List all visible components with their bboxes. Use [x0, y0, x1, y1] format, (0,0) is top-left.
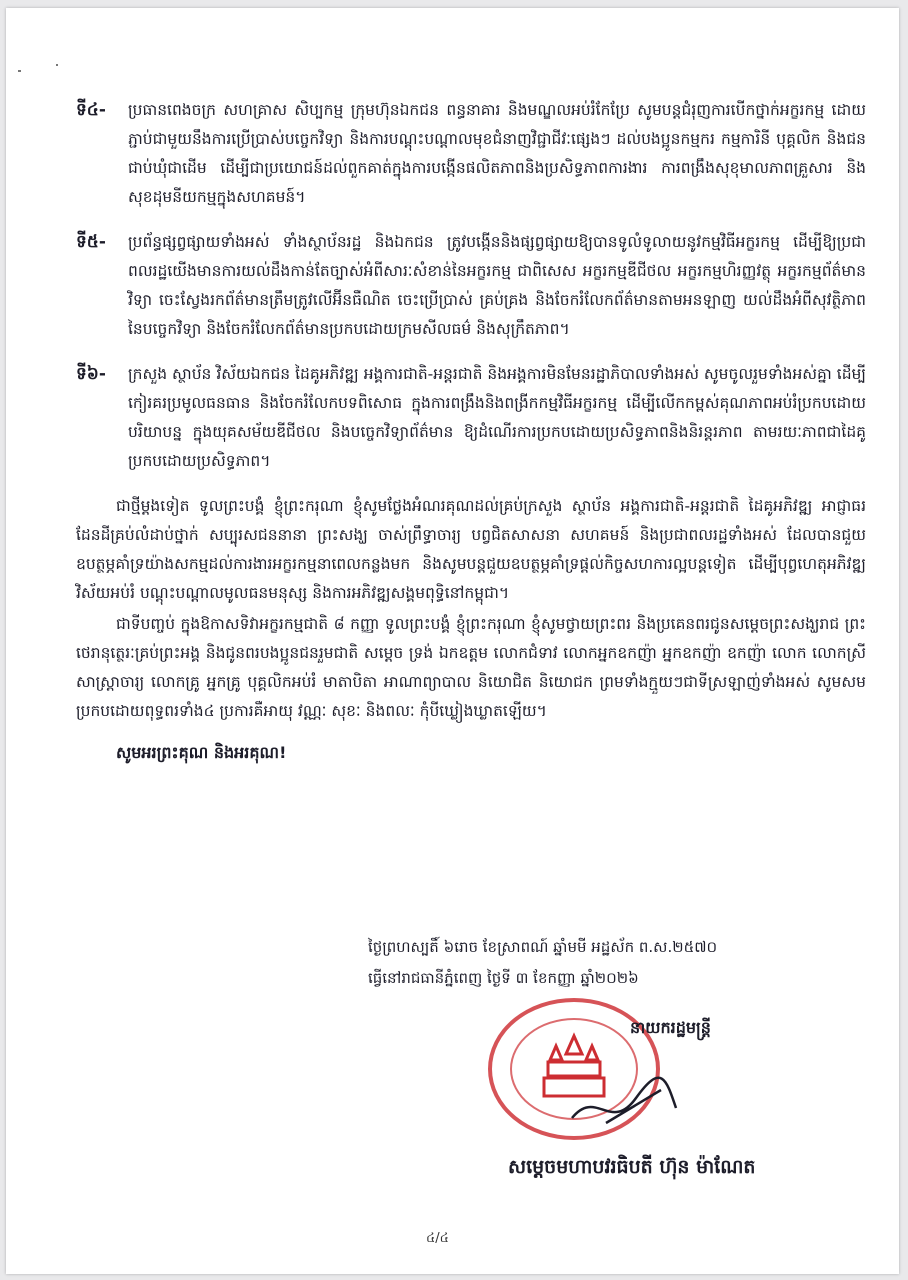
document-page: [6, 8, 899, 1274]
section-6: [76, 360, 866, 476]
section-5: [76, 228, 866, 344]
letter-body: [76, 96, 866, 767]
lunar-date: ថ្ងៃព្រហស្បតិ៍ ៦រោច ខែស្រាពណ៍ ឆ្នាំមមី អដ្ឋស័ក ព.ស.២៥៧០: [368, 938, 718, 956]
handwritten-signature: [566, 1068, 686, 1138]
section-4: [76, 96, 866, 212]
scan-speck: [56, 64, 58, 66]
section-text: ប្រធានពេងចក្រ សហគ្រាស សិប្បកម្ម ក្រុមហ៊ុនឯកជន ពន្ធនាគារ និងមណ្ឌលអប់រំកែប្រែ សូមបន្តជំរុញការបើកថ្នាក់អក្ខរកម្ម ដោយភ្ជាប់ជាមួយនឹងការប្រើប្រាស់បច្ចេកវិទ្យា និងការបណ្តុះបណ្តាលមុខជំនាញវិជ្ជាជីវៈផ្សេងៗ ដល់បងប្អូនកម្មករ កម្មការិនី បុគ្គលិក និងជនជាប់ឃុំជាដើម ដើម្បីជាប្រយោជន៍ដល់ពួកគាត់ក្នុងការបង្កើនផលិតភាពនិងប្រសិទ្ធភាពការងារ ការពង្រឹងសុខុមាលភាពគ្រួសារ និងសុខដុមនីយកម្មក្នុងសហគមន៍។: [128, 101, 866, 206]
section-number: ទី៦-: [76, 364, 106, 384]
section-number: ទី៤-: [76, 100, 106, 120]
closing-line: សូមអរព្រះគុណ និងអរគុណ!: [116, 743, 287, 762]
thanks-paragraph: ជាថ្មីម្តងទៀត ទូលព្រះបង្គំ ខ្ញុំព្រះករុណា ខ្ញុំសូមថ្លែងអំណរគុណដល់គ្រប់ក្រសួង ស្ថាប័ន អង្គការជាតិ-អន្តរជាតិ ដៃគូអភិវឌ្ឍ អាជ្ញាធរដែនដីគ្រប់លំដាប់ថ្នាក់ សប្បុរសជននានា ព្រះសង្ឃ ចាស់ព្រឹទ្ធាចារ្យ បព្វជិតសាសនា សហគមន៍ និងប្រជាពលរដ្ឋទាំងអស់ ដែលបានជួយឧបត្ថម្ភគាំទ្រយ៉ាងសកម្មដល់ការងារអក្ខរកម្មនាពេលកន្លងមក និងសូមបន្តជួយឧបត្ថម្ភគាំទ្រផ្តល់កិច្ចសហការល្អបន្តទៀត ដើម្បីបុព្វហេតុអភិវឌ្ឍវិស័យអប់រំ បណ្តុះបណ្តាលមូលធនមនុស្ស និងការអភិវឌ្ឍសង្គមពុទ្ធិនៅកម្ពុជា។: [76, 497, 866, 602]
solar-date: ធ្វើនៅរាជធានីភ្នំពេញ ថ្ងៃទី ៣ ខែកញ្ញា ឆ្នាំ២០២៦: [368, 969, 639, 987]
signer-name: សម្តេចមហាបវរធិបតី ហ៊ុន ម៉ាណែត: [508, 1156, 756, 1178]
section-text: ក្រសួង ស្ថាប័ន វិស័យឯកជន ដៃគូអភិវឌ្ឍ អង្គការជាតិ-អន្តរជាតិ និងអង្គការមិនមែនរដ្ឋាភិបាលទាំងអស់ សូមចូលរួមទាំងអស់គ្នា ដើម្បីកៀរគរប្រមូលធនធាន និងចែករំលែកបទពិសោធ ក្នុងការពង្រឹងនិងពង្រីកកម្មវិធីអក្ខរកម្ម ដើម្បីលើកកម្ពស់គុណភាពអប់រំប្រកបដោយបរិយាបន្ន ក្នុងយុគសម័យឌីជីថល និងបច្ចេកវិទ្យាព័ត៌មាន ឱ្យដំណើរការប្រកបដោយប្រសិទ្ធភាពនិងនិរន្តរភាព តាមរយៈភាពជាដៃគូប្រកបដោយប្រសិទ្ធភាព។: [128, 365, 866, 470]
section-text: ប្រព័ន្ធផ្សព្វផ្សាយទាំងអស់ ទាំងស្ថាប័នរដ្ឋ និងឯកជន ត្រូវបង្កើននិងផ្សព្វផ្សាយឱ្យបានទូលំទូលាយនូវកម្មវិធីអក្ខរកម្ម ដើម្បីឱ្យប្រជាពលរដ្ឋយើងមានការយល់ដឹងកាន់តែច្បាស់អំពីសារៈសំខាន់នៃអក្ខរកម្ម ជាពិសេស អក្ខរកម្មឌីជីថល អក្ខរកម្មហិរញ្ញវត្ថុ អក្ខរកម្មព័ត៌មានវិទ្យា ចេះស្វែងរកព័ត៌មានត្រឹមត្រូវលើអ៊ីនធឺណិត ចេះប្រើប្រាស់ គ្រប់គ្រង និងចែករំលែកព័ត៌មានតាមអនឡាញ យល់ដឹងអំពីសុវត្ថិភាពនៃបច្ចេកវិទ្យា និងចែករំលែកព័ត៌មានប្រកបដោយក្រមសីលធម៌ និងសុក្រឹតភាព។: [128, 233, 866, 338]
scan-speck: [18, 70, 21, 72]
blessing-paragraph: ជាទីបញ្ចប់ ក្នុងឱកាសទិវាអក្ខរកម្មជាតិ ៨ កញ្ញា ទូលព្រះបង្គំ ខ្ញុំព្រះករុណា ខ្ញុំសូមថ្វាយព្រះពរ និងប្រគេនពរជូនសម្តេចព្រះសង្ឃរាជ ព្រះថេរានុត្ថេរៈគ្រប់ព្រះអង្គ និងជូនពរបងប្អូនជនរួមជាតិ សម្តេច ទ្រង់ ឯកឧត្តម លោកជំទាវ លោកអ្នកឧកញ៉ា អ្នកឧកញ៉ា ឧកញ៉ា លោក លោកស្រី សាស្ត្រាចារ្យ លោកគ្រូ អ្នកគ្រូ បុគ្គលិកអប់រំ មាតាបិតា អាណាព្យាបាល និយោជិត និយោជក ព្រមទាំងក្មួយៗជាទីស្រឡាញ់ទាំងអស់ សូមសមប្រកបដោយពុទ្ធពរទាំង៤ ប្រការគឺអាយុ វណ្ណៈ សុខៈ និងពលៈ កុំបីឃ្លៀងឃ្លាតឡើយ។: [76, 615, 866, 720]
date-block: [368, 932, 717, 994]
page-number: ៤/៤: [426, 1231, 449, 1246]
signature-title: នាយករដ្ឋមន្ត្រី: [630, 1018, 711, 1037]
section-number: ទី៥-: [76, 232, 106, 252]
